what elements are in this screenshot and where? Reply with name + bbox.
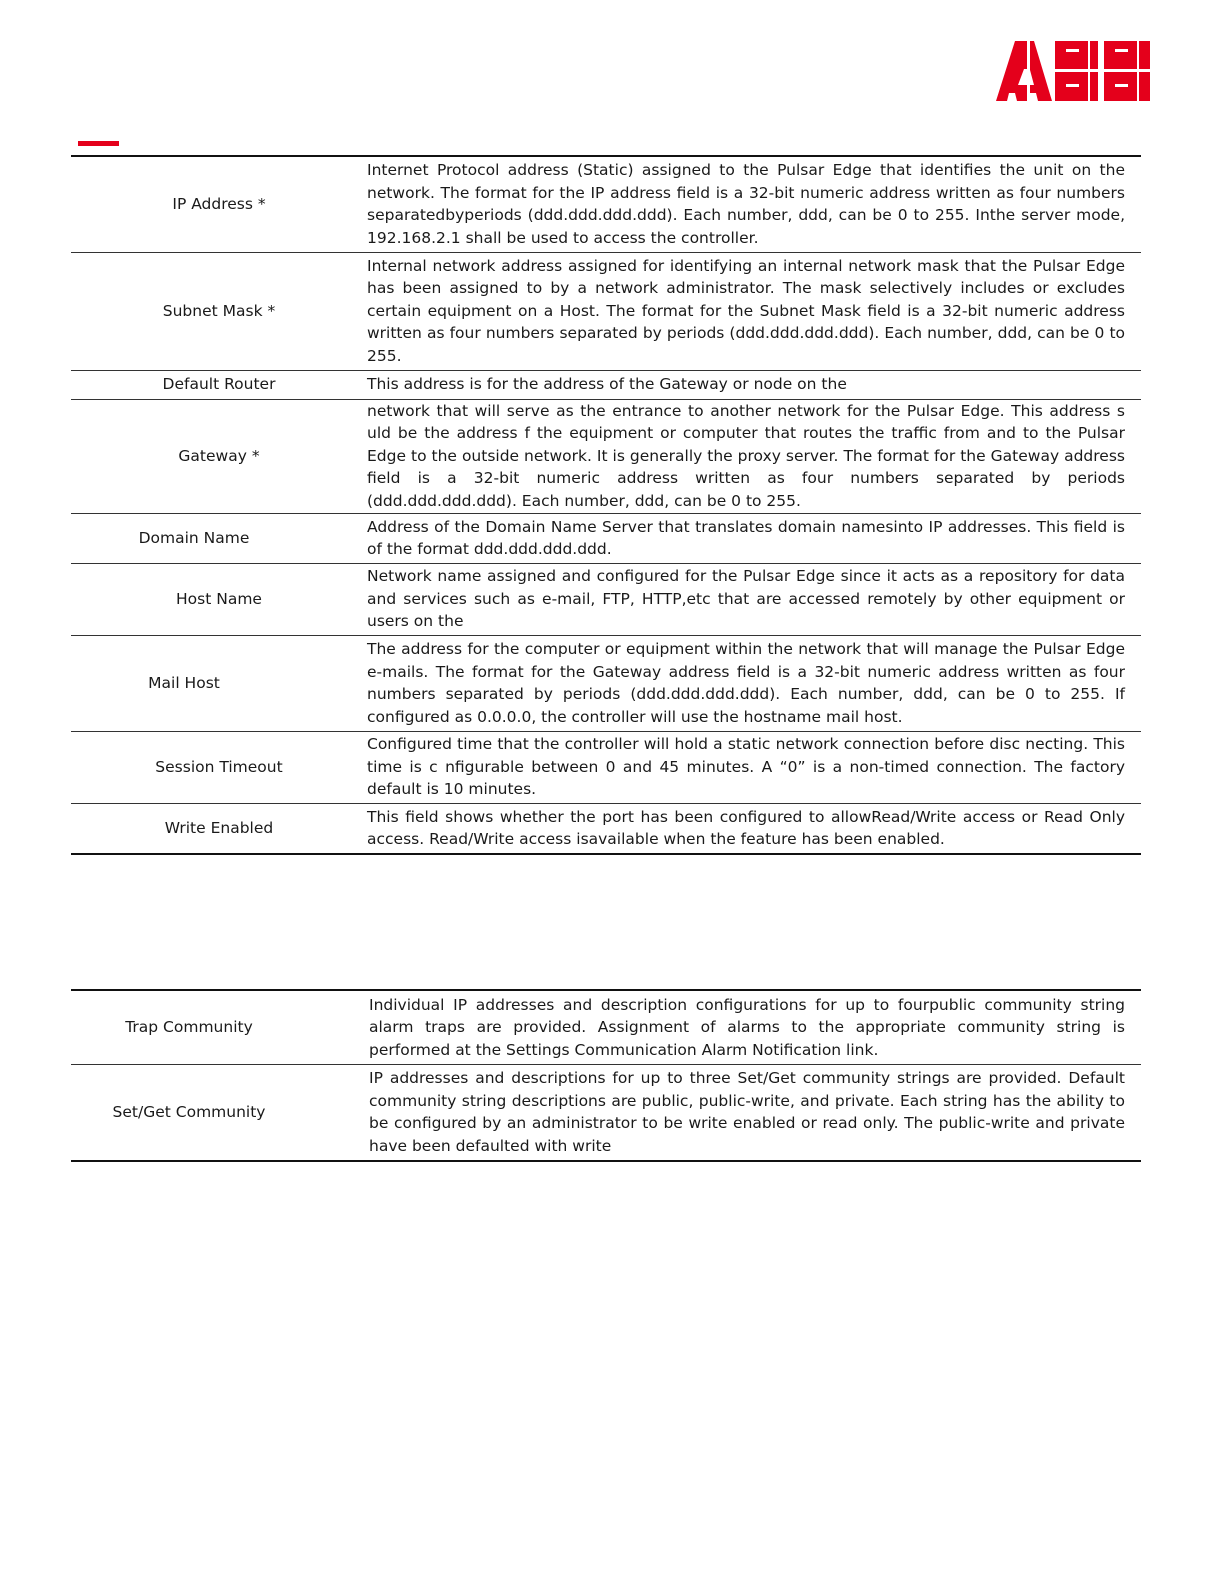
table-row xyxy=(71,513,1141,563)
snmp-community-table xyxy=(71,989,1141,1162)
table-row xyxy=(71,635,1141,731)
term-cell: Default Router xyxy=(162,375,276,394)
term-cell: Subnet Mask * xyxy=(162,301,276,320)
description-cell: Internet Protocol address (Static) assigned to the Pulsar Edge that identifies the unit on the network. The format for the IP address field is a 32-bit numeric address written as four numbers separatedbyperiods (ddd.ddd.ddd.ddd). Each number, ddd, can be 0 to 255. Inthe server mode, 192.168.2.1 shall be used to access the controller. xyxy=(367,161,1125,247)
term-cell: Session Timeout xyxy=(155,757,283,776)
term-cell: Set/Get Community xyxy=(112,1103,266,1121)
term-cell: IP Address * xyxy=(172,195,266,213)
table-row xyxy=(71,1064,1141,1161)
network-settings-table xyxy=(71,155,1141,855)
table-row xyxy=(71,156,1141,252)
table-row xyxy=(71,803,1141,854)
accent-bar xyxy=(78,141,119,146)
term-cell: Trap Community xyxy=(125,1018,253,1036)
term-cell: Gateway * xyxy=(178,446,260,465)
term-cell: Write Enabled xyxy=(164,819,274,837)
description-cell: The address for the computer or equipment within the network that will manage the Pulsar Edge e-mails. The format for the Gateway address field is a 32-bit numeric address written as four numbers separated by periods (ddd.ddd.ddd.ddd). Each number, ddd, can be 0 to 255. If configured as 0.0.0.0, the controller will use the hostname mail host. xyxy=(367,640,1125,726)
table-row xyxy=(71,731,1141,803)
description-cell: Individual IP addresses and description configurations for up to fourpublic community string alarm traps are provided. Assignment of alarms to the appropriate community string is performed at the Settings Communication Alarm Notification link. xyxy=(369,995,1125,1059)
table-row xyxy=(71,990,1141,1064)
table-row xyxy=(71,370,1141,399)
description-cell: This field shows whether the port has been configured to allowRead/Write access or Read Only access. Read/Write access isavailable when the feature has been enabled. xyxy=(367,807,1125,849)
description-cell: Network name assigned and configured for the Pulsar Edge since it acts as a repository for data and services such as e-mail, FTP, HTTP,etc that are accessed remotely by other equipment or users on the xyxy=(367,567,1125,631)
description-cell: IP addresses and descriptions for up to three Set/Get community strings are provided. Default community string descriptions are public, public-write, and private. Each string has the ability to be configured by an administrator to be write enabled or read only. The public-write and private have been defaulted with write xyxy=(369,1069,1125,1155)
description-cell: This address is for the address of the Gateway or node on the xyxy=(367,375,847,394)
description-cell: Internal network address assigned for identifying an internal network mask that the Pulsar Edge has been assigned to by a network administrator. The mask selectively includes or excludes certain equipment on a Host. The format for the Subnet Mask field is a 32-bit numeric address written as four numbers separated by periods (ddd.ddd.ddd.ddd). Each number, ddd, can be 0 to 255. xyxy=(367,256,1125,365)
term-cell: Domain Name xyxy=(138,528,250,547)
description-cell: Address of the Domain Name Server that translates domain namesinto IP addresses. This field is of the format ddd.ddd.ddd.ddd. xyxy=(367,517,1125,558)
table-row xyxy=(71,252,1141,370)
table-row xyxy=(71,399,1141,513)
abb-logo xyxy=(994,40,1154,102)
term-cell: Host Name xyxy=(176,589,262,608)
description-cell: Configured time that the controller will hold a static network connection before disc necting. This time is c nfigurable between 0 and 45 minutes. A “0” is a non-timed connection. The factory default is 10 minutes. xyxy=(367,735,1125,799)
table-row xyxy=(71,563,1141,635)
description-cell: network that will serve as the entrance to another network for the Pulsar Edge. This address s uld be the address f the equipment or computer that routes the traffic from and to the Pulsar Edge to the outside network. It is generally the proxy server. The format for the Gateway address field is a 32-bit numeric address written as four numbers separated by periods (ddd.ddd.ddd.ddd). Each number, ddd, can be 0 to 255. xyxy=(367,401,1125,510)
term-cell: Mail Host xyxy=(148,673,220,692)
